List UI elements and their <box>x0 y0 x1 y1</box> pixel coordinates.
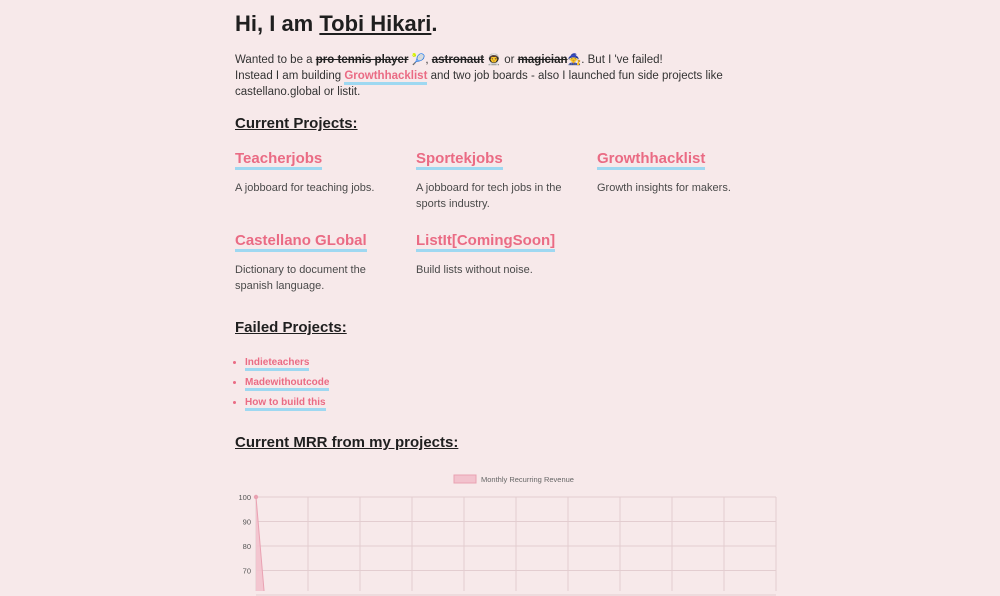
project-description: Build lists without noise. <box>416 264 533 276</box>
project-card <box>416 232 566 294</box>
intro-text <box>235 52 795 100</box>
intro-line-1: Wanted to be a pro tennis player 🎾, astronaut 👨‍🚀 or magician🧙. But I 've failed! <box>235 54 663 66</box>
hero-suffix: . <box>431 11 438 36</box>
or-text: or <box>501 54 518 66</box>
intro-line1-prefix: Wanted to be a <box>235 54 316 66</box>
project-link-teacherjobs[interactable]: Teacherjobs <box>235 150 322 170</box>
page-title <box>235 10 795 38</box>
project-card <box>597 150 747 212</box>
failed-link-madewithoutcode[interactable]: Madewithoutcode <box>245 377 329 391</box>
mrr-chart <box>235 471 795 596</box>
mrr-chart-svg <box>235 471 795 591</box>
hero-prefix: Hi, I am <box>235 11 320 36</box>
y-tick-label: 90 <box>242 517 251 527</box>
project-link-sportekjobs[interactable]: Sportekjobs <box>416 150 503 170</box>
failed-link-indieteachers[interactable]: Indieteachers <box>245 357 309 371</box>
data-point <box>254 495 258 499</box>
dream-magician: magician <box>517 54 568 66</box>
current-projects-heading: Current Projects: <box>235 115 358 132</box>
tennis-emoji-icon: 🎾 <box>411 54 426 66</box>
intro-line2-prefix: Instead I am building <box>235 70 345 82</box>
intro-line-2 <box>235 68 795 100</box>
y-tick-label: 100 <box>238 493 251 502</box>
hero-name-link[interactable]: Tobi Hikari <box>319 11 432 36</box>
list-item <box>245 395 795 411</box>
project-description: A jobboard for tech jobs in the sports industry. <box>416 182 562 210</box>
mrr-heading: Current MRR from my projects: <box>235 434 459 451</box>
magician-emoji-icon: 🧙 <box>567 54 582 66</box>
list-item <box>245 355 795 371</box>
project-description: Dictionary to document the spanish language. <box>235 264 366 292</box>
project-description: A jobboard for teaching jobs. <box>235 182 375 194</box>
astronaut-emoji-icon: 👨‍🚀 <box>487 54 502 66</box>
list-item <box>245 375 795 391</box>
project-link-listit[interactable]: ListIt[ComingSoon] <box>416 232 555 252</box>
failed-projects-heading: Failed Projects: <box>235 319 347 336</box>
intro-line1-suffix: . But I 've failed! <box>581 54 663 66</box>
dream-astronaut: astronaut <box>431 54 485 66</box>
project-card <box>235 150 385 212</box>
growthhacklist-inline-link[interactable]: Growthhacklist <box>344 70 427 85</box>
project-link-growthhacklist[interactable]: Growthhacklist <box>597 150 705 170</box>
failed-projects-list <box>235 355 795 411</box>
legend-label: Monthly Recurring Revenue <box>481 475 574 484</box>
project-card <box>235 232 385 294</box>
y-tick-label: 70 <box>242 566 251 576</box>
failed-link-how-to-build-this[interactable]: How to build this <box>245 397 326 411</box>
main-content <box>235 10 795 596</box>
dream-tennis: pro tennis player <box>315 54 409 66</box>
project-link-castellano-global[interactable]: Castellano GLobal <box>235 232 367 252</box>
intro-line2-suffix: and two job boards - also I launched fun side projects like castellano.global or listit. <box>235 70 723 98</box>
projects-grid <box>235 150 795 294</box>
legend-swatch <box>454 475 476 483</box>
project-description: Growth insights for makers. <box>597 182 731 194</box>
y-tick-label: 80 <box>242 542 251 551</box>
project-card <box>416 150 566 212</box>
